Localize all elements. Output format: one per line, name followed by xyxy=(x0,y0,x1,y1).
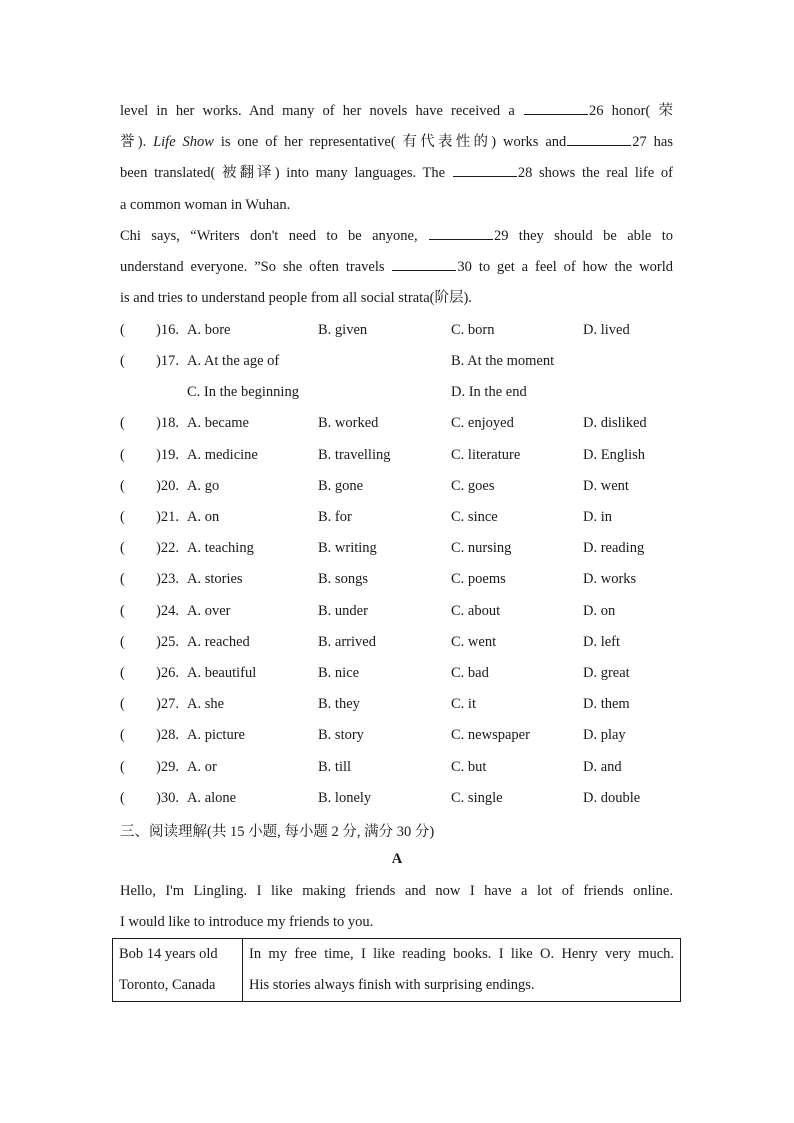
line-text: is and tries to understand people from all social strata(阶层). xyxy=(120,290,472,307)
friend-description-line: In my free time, I like reading books. I like O. Henry very much. xyxy=(249,946,674,962)
option-c: C. born xyxy=(451,322,495,338)
line-text: 26 honor( 荣 xyxy=(588,103,673,119)
question-number: )16. xyxy=(156,322,179,338)
option-a: C. In the beginning xyxy=(187,384,299,400)
answer-bracket[interactable]: ( xyxy=(120,415,125,431)
question-row xyxy=(120,665,680,685)
option-b: B. given xyxy=(318,322,368,338)
option-b: B. till xyxy=(318,759,352,775)
intro-line: I would like to introduce my friends to you. xyxy=(120,914,374,931)
option-c: B. At the moment xyxy=(451,353,555,369)
line-text: 28 shows the real life of xyxy=(517,165,673,182)
option-b: B. songs xyxy=(318,571,368,587)
question-row xyxy=(120,571,680,591)
question-number: )19. xyxy=(156,447,179,463)
option-d: D. and xyxy=(583,759,622,775)
friend-table xyxy=(112,938,681,1002)
question-number: )23. xyxy=(156,571,179,587)
question-row xyxy=(120,727,680,747)
question-number: )30. xyxy=(156,790,179,806)
line-text: 30 to get a feel of how the world xyxy=(457,259,673,276)
question-number: )29. xyxy=(156,759,179,775)
passage-line xyxy=(120,283,673,314)
option-d: D. works xyxy=(583,571,637,587)
option-a: A. alone xyxy=(187,790,237,806)
line-text: understand everyone. ”So she often travels xyxy=(120,259,392,276)
option-d: D. on xyxy=(583,603,616,619)
answer-bracket[interactable]: ( xyxy=(120,353,125,369)
option-c: C. since xyxy=(451,509,498,525)
option-d: D. play xyxy=(583,727,626,743)
option-d: D. double xyxy=(583,790,641,806)
option-b: B. they xyxy=(318,696,360,712)
option-c: C. goes xyxy=(451,478,495,494)
question-row xyxy=(120,540,680,560)
answer-blank[interactable] xyxy=(429,225,493,240)
section-title: 三、阅读理解(共 15 小题, 每小题 2 分, 满分 30 分) xyxy=(120,824,435,840)
option-a: A. teaching xyxy=(187,540,254,556)
option-b: B. arrived xyxy=(318,634,376,650)
question-number: )28. xyxy=(156,727,179,743)
book-title: Life Show xyxy=(153,134,214,151)
passage-line xyxy=(120,190,673,221)
question-number: )21. xyxy=(156,509,179,525)
option-a: A. stories xyxy=(187,571,243,587)
answer-bracket[interactable]: ( xyxy=(120,759,125,775)
answer-bracket[interactable]: ( xyxy=(120,322,125,338)
line-text: level in her works. And many of her novels have received a xyxy=(120,103,523,119)
answer-bracket[interactable]: ( xyxy=(120,727,125,743)
option-b: B. nice xyxy=(318,665,360,681)
option-a: A. medicine xyxy=(187,447,258,463)
passage-line xyxy=(120,127,673,158)
line-text: a common woman in Wuhan. xyxy=(120,196,291,213)
question-row xyxy=(120,322,680,342)
question-number: )25. xyxy=(156,634,179,650)
answer-bracket[interactable]: ( xyxy=(120,790,125,806)
option-a: A. beautiful xyxy=(187,665,257,681)
option-c: C. single xyxy=(451,790,503,806)
option-a: A. reached xyxy=(187,634,250,650)
answer-bracket[interactable]: ( xyxy=(120,509,125,525)
option-a: A. At the age of xyxy=(187,353,280,369)
option-a: A. she xyxy=(187,696,225,712)
answer-bracket[interactable]: ( xyxy=(120,603,125,619)
option-a: A. over xyxy=(187,603,231,619)
option-c: D. In the end xyxy=(451,384,527,400)
answer-bracket[interactable]: ( xyxy=(120,447,125,463)
passage-line xyxy=(120,158,673,189)
passage-line xyxy=(120,252,673,283)
option-c: C. about xyxy=(451,603,501,619)
line-text: been translated( 被翻译) into many languages. The xyxy=(120,165,452,182)
question-row xyxy=(120,353,680,373)
option-d: D. them xyxy=(583,696,630,712)
friend-location: Toronto, Canada xyxy=(119,977,216,993)
option-a: A. or xyxy=(187,759,217,775)
intro-paragraph xyxy=(120,876,673,938)
option-c: C. newspaper xyxy=(451,727,530,743)
option-a: A. bore xyxy=(187,322,231,338)
passage-line xyxy=(120,221,673,252)
option-b: B. for xyxy=(318,509,352,525)
question-row xyxy=(120,790,680,810)
option-b: B. lonely xyxy=(318,790,372,806)
question-row xyxy=(120,634,680,654)
question-number: )27. xyxy=(156,696,179,712)
question-number: )22. xyxy=(156,540,179,556)
question-number: )24. xyxy=(156,603,179,619)
answer-bracket[interactable]: ( xyxy=(120,696,125,712)
question-number: )17. xyxy=(156,353,179,369)
option-c: C. nursing xyxy=(451,540,512,556)
question-row xyxy=(120,447,680,467)
option-c: C. poems xyxy=(451,571,506,587)
section-label: A xyxy=(391,851,403,867)
question-number: )18. xyxy=(156,415,179,431)
question-row xyxy=(120,384,680,404)
question-number: )26. xyxy=(156,665,179,681)
question-number: )20. xyxy=(156,478,179,494)
passage-line xyxy=(120,96,673,127)
option-a: A. on xyxy=(187,509,220,525)
option-b: B. travelling xyxy=(318,447,391,463)
line-text: 27 has xyxy=(632,134,673,151)
answer-bracket[interactable]: ( xyxy=(120,540,125,556)
option-c: C. it xyxy=(451,696,476,712)
option-b: B. worked xyxy=(318,415,379,431)
question-row xyxy=(120,603,680,623)
option-a: A. became xyxy=(187,415,249,431)
answer-blank[interactable] xyxy=(524,100,588,115)
question-row xyxy=(120,509,680,529)
option-d: D. lived xyxy=(583,322,630,338)
option-b: B. gone xyxy=(318,478,364,494)
friend-description-line: His stories always finish with surprising endings. xyxy=(249,977,535,993)
answer-bracket[interactable]: ( xyxy=(120,571,125,587)
answer-blank[interactable] xyxy=(567,131,631,146)
friend-info-cell xyxy=(113,939,243,1002)
line-text: 29 they should be able to xyxy=(493,228,673,244)
question-row xyxy=(120,759,680,779)
question-row xyxy=(120,478,680,498)
passage-paragraph-1 xyxy=(120,96,673,221)
option-d: D. English xyxy=(583,447,646,463)
friend-description-cell xyxy=(243,939,681,1002)
option-d: D. went xyxy=(583,478,629,494)
answer-bracket[interactable]: ( xyxy=(120,665,125,681)
line-text: is one of her representative( 有代表性的) works and xyxy=(213,134,567,151)
option-d: D. left xyxy=(583,634,621,650)
option-c: C. literature xyxy=(451,447,521,463)
line-text: 誉). xyxy=(120,134,154,151)
question-row xyxy=(120,415,680,435)
option-a: A. go xyxy=(187,478,220,494)
option-d: D. disliked xyxy=(583,415,647,431)
friend-name-age: Bob 14 years old xyxy=(119,946,218,962)
option-d: D. great xyxy=(583,665,630,681)
option-d: D. in xyxy=(583,509,612,525)
question-row xyxy=(120,696,680,716)
option-c: C. bad xyxy=(451,665,489,681)
answer-blank[interactable] xyxy=(453,162,517,177)
option-c: C. enjoyed xyxy=(451,415,514,431)
answer-bracket[interactable]: ( xyxy=(120,478,125,494)
answer-blank[interactable] xyxy=(392,256,456,271)
option-b: B. story xyxy=(318,727,364,743)
option-d: D. reading xyxy=(583,540,645,556)
option-b: B. writing xyxy=(318,540,377,556)
option-a: A. picture xyxy=(187,727,245,743)
option-c: C. went xyxy=(451,634,497,650)
table-row xyxy=(113,939,681,1002)
passage-paragraph-2 xyxy=(120,221,673,315)
answer-bracket[interactable]: ( xyxy=(120,634,125,650)
intro-line: Hello, I'm Lingling. I like making friends and now I have a lot of friends online. xyxy=(120,883,673,899)
option-c: C. but xyxy=(451,759,487,775)
option-b: B. under xyxy=(318,603,368,619)
line-text: Chi says, “Writers don't need to be anyone, xyxy=(120,228,428,244)
